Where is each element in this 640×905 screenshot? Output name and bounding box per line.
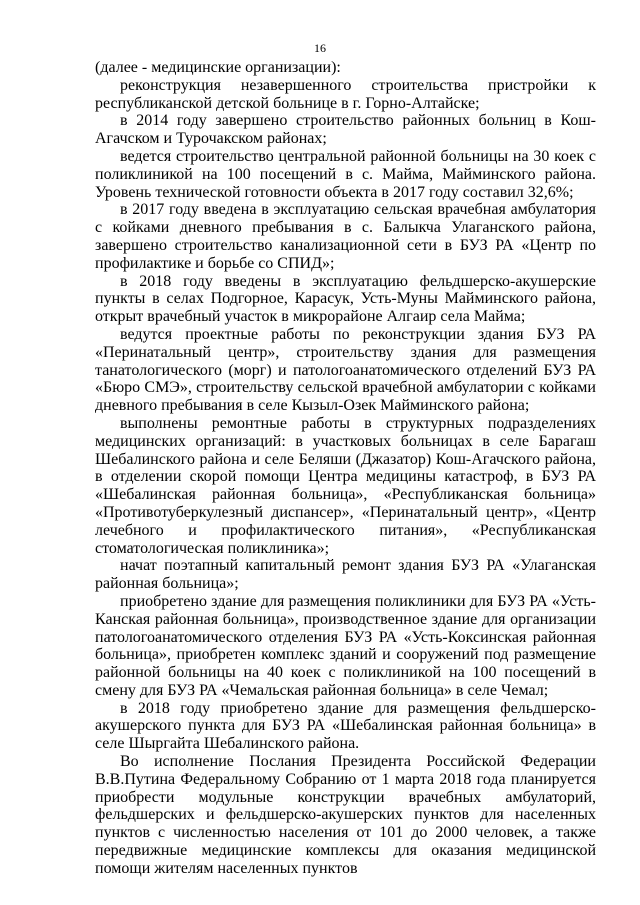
- paragraph-2014-district-hospitals: в 2014 году завершено строительство районных больниц в Кош-Агачском и Турочакском районах;: [95, 112, 596, 148]
- paragraph-repair-works: выполнены ремонтные работы в структурных подразделениях медицинских организаций: в участковых больницах в селе Барагаш Шебалинского района и селе Беляши (Джазатор) Кош-Агачского района, в отделении скорой помощи Центра медицины катастроф, в БУЗ РА «Шебалинская районная больница», «Республиканская больница» «Противотуберкулезный диспансер», «Перинатальный центр», «Центр лечебного и профилактического питания», «Республиканская стоматологическая поликлиника»;: [95, 414, 596, 557]
- document-body: [95, 59, 596, 878]
- paragraph-2018-feldsher-points: в 2018 году введены в эксплуатацию фельдшерско-акушерские пункты в селах Подгорное, Карасук, Усть-Муны Майминского района, открыт врачебный участок в микрорайоне Алгаир села Майма;: [95, 272, 596, 326]
- page-number: 16: [314, 41, 326, 55]
- paragraph-presidential-address: Во исполнение Послания Президента Российской Федерации В.В.Путина Федеральному Собранию от 1 марта 2018 года планируется приобрести модульные конструкции врачебных амбулаторий, фельдшерских и фельдшерско-акушерских пунктов для населенных пунктов с численностью населения от 101 до 2000 человек, а также передвижные медицинские комплексы для оказания медицинской помощи жителям населенных пунктов: [95, 753, 596, 877]
- paragraph-2017-balykcha-ambulatory: в 2017 году введена в эксплуатацию сельская врачебная амбулатория с койками дневного пребывания в с. Балыкча Улаганского района, завершено строительство канализационной сети в БУЗ РА «Центр по профилактике и борьбе со СПИД»;: [95, 201, 596, 272]
- paragraph-mayma-hospital-construction: ведется строительство центральной районной больницы на 30 коек с поликлиникой на 100 посещений в с. Майма, Майминского района. Уровень технической готовности объекта в 2017 году составил 32,6%;: [95, 147, 596, 201]
- paragraph-medical-organizations-intro: (далее - медицинские организации):: [95, 59, 341, 76]
- paragraph-design-works: ведутся проектные работы по реконструкции здания БУЗ РА «Перинатальный центр», строительству здания для размещения танатологического (морг) и патологоанатомического отделений БУЗ РА «Бюро СМЭ», строительству сельской врачебной амбулатории с койками дневного пребывания в селе Кызыл-Озек Майминского района;: [95, 325, 596, 415]
- paragraph-2018-shebalino-building: в 2018 году приобретено здание для размещения фельдшерско-акушерского пункта для БУЗ РА «Шебалинская районная больница» в селе Шыргайта Шебалинского района.: [95, 699, 596, 753]
- paragraph-childrens-hospital-reconstruction: реконструкция незавершенного строительства пристройки к республиканской детской больнице в г. Горно-Алтайске;: [95, 76, 596, 112]
- paragraph-buildings-acquired: приобретено здание для размещения поликлиники для БУЗ РА «Усть-Канская районная больница», производственное здание для организации патологоанатомического отделения БУЗ РА «Усть-Коксинская районная больница», приобретен комплекс зданий и сооружений под размещение районной больницы на 40 коек с поликлиникой на 100 посещений в смену для БУЗ РА «Чемальская районная больница» в селе Чемал;: [95, 592, 596, 699]
- paragraph-ulagan-capital-repair: начат поэтапный капитальный ремонт здания БУЗ РА «Улаганская районная больница»;: [95, 557, 596, 593]
